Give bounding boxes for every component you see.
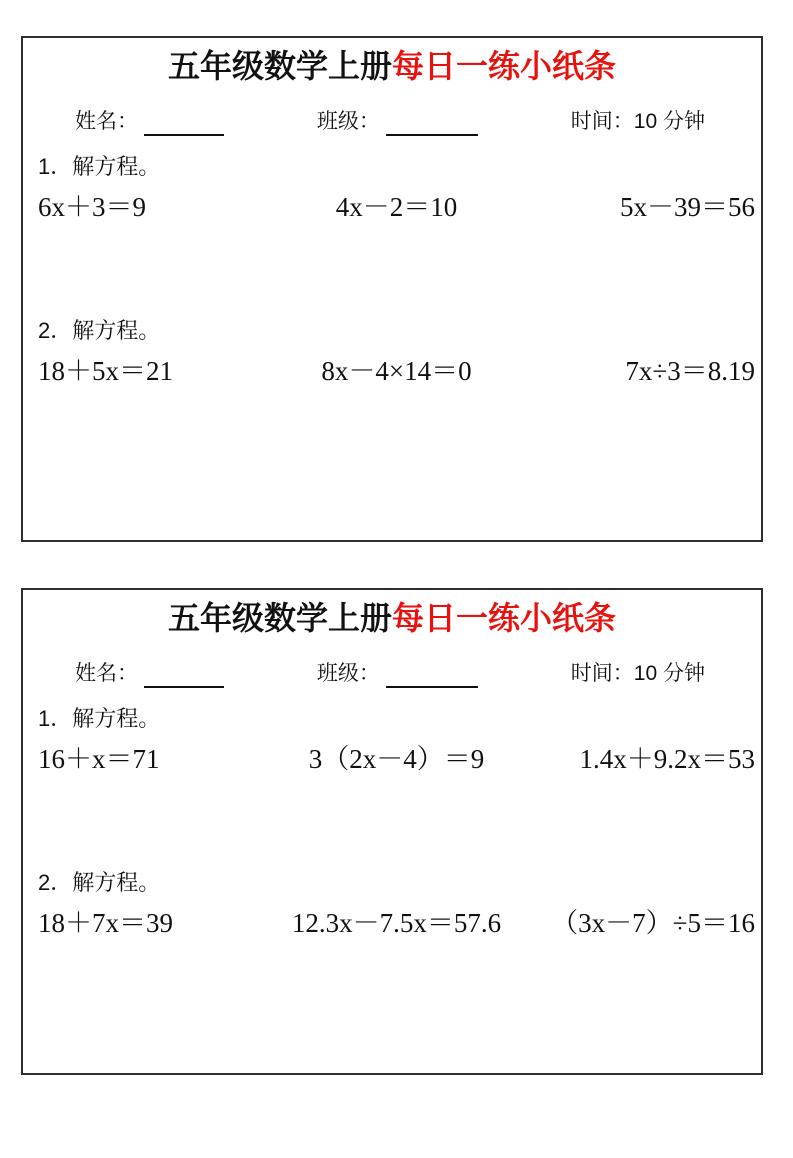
section-1-label: 1．解方程。 [38, 154, 161, 179]
equation: 3（2x－4）＝9 [308, 744, 485, 774]
worksheet-card-1 [21, 36, 763, 542]
class-field [317, 108, 478, 136]
name-field [75, 108, 224, 136]
equation: （3x－7）÷5＝16 [551, 908, 755, 938]
equation: 7x÷3＝8.19 [625, 356, 755, 386]
equation: 4x－2＝10 [335, 192, 458, 222]
section-2-equations-row [23, 906, 761, 940]
title-course-text: 五年级数学上册 [167, 600, 392, 636]
equation: 12.3x－7.5x＝57.6 [291, 908, 502, 938]
worksheet-card-2 [21, 588, 763, 1075]
section-2-label: 2．解方程。 [38, 870, 161, 895]
equation: 5x－39＝56 [619, 192, 755, 222]
class-label: 班级： [316, 110, 380, 133]
equation: 18＋7x＝39 [38, 908, 173, 938]
section-2-label: 2．解方程。 [38, 318, 161, 343]
time-label: 时间：10 分钟 [570, 110, 705, 133]
class-blank-line[interactable] [386, 110, 478, 136]
name-field [75, 660, 224, 688]
name-label: 姓名： [75, 662, 138, 685]
meta-row [23, 660, 761, 688]
class-blank-line[interactable] [386, 662, 478, 688]
section-1-equations-row [23, 742, 761, 776]
worksheet-title [23, 598, 761, 638]
worksheet-title [23, 46, 761, 86]
title-course-text: 五年级数学上册 [167, 48, 392, 84]
time-label: 时间：10 分钟 [570, 662, 705, 685]
equation: 8x－4×14＝0 [321, 356, 472, 386]
name-label: 姓名： [75, 110, 138, 133]
class-label: 班级： [316, 662, 380, 685]
name-blank-line[interactable] [144, 110, 224, 136]
equation: 16＋x＝71 [38, 744, 160, 774]
section-2-equations-row [23, 354, 761, 388]
title-series-text: 每日一练小纸条 [392, 600, 617, 636]
equation: 18＋5x＝21 [38, 356, 173, 386]
title-series-text: 每日一练小纸条 [392, 48, 617, 84]
class-field [317, 660, 478, 688]
equation: 6x＋3＝9 [38, 192, 146, 222]
section-1-equations-row [23, 190, 761, 224]
section-1-label: 1．解方程。 [38, 706, 161, 731]
equation: 1.4x＋9.2x＝53 [579, 744, 755, 774]
meta-row [23, 108, 761, 136]
name-blank-line[interactable] [144, 662, 224, 688]
